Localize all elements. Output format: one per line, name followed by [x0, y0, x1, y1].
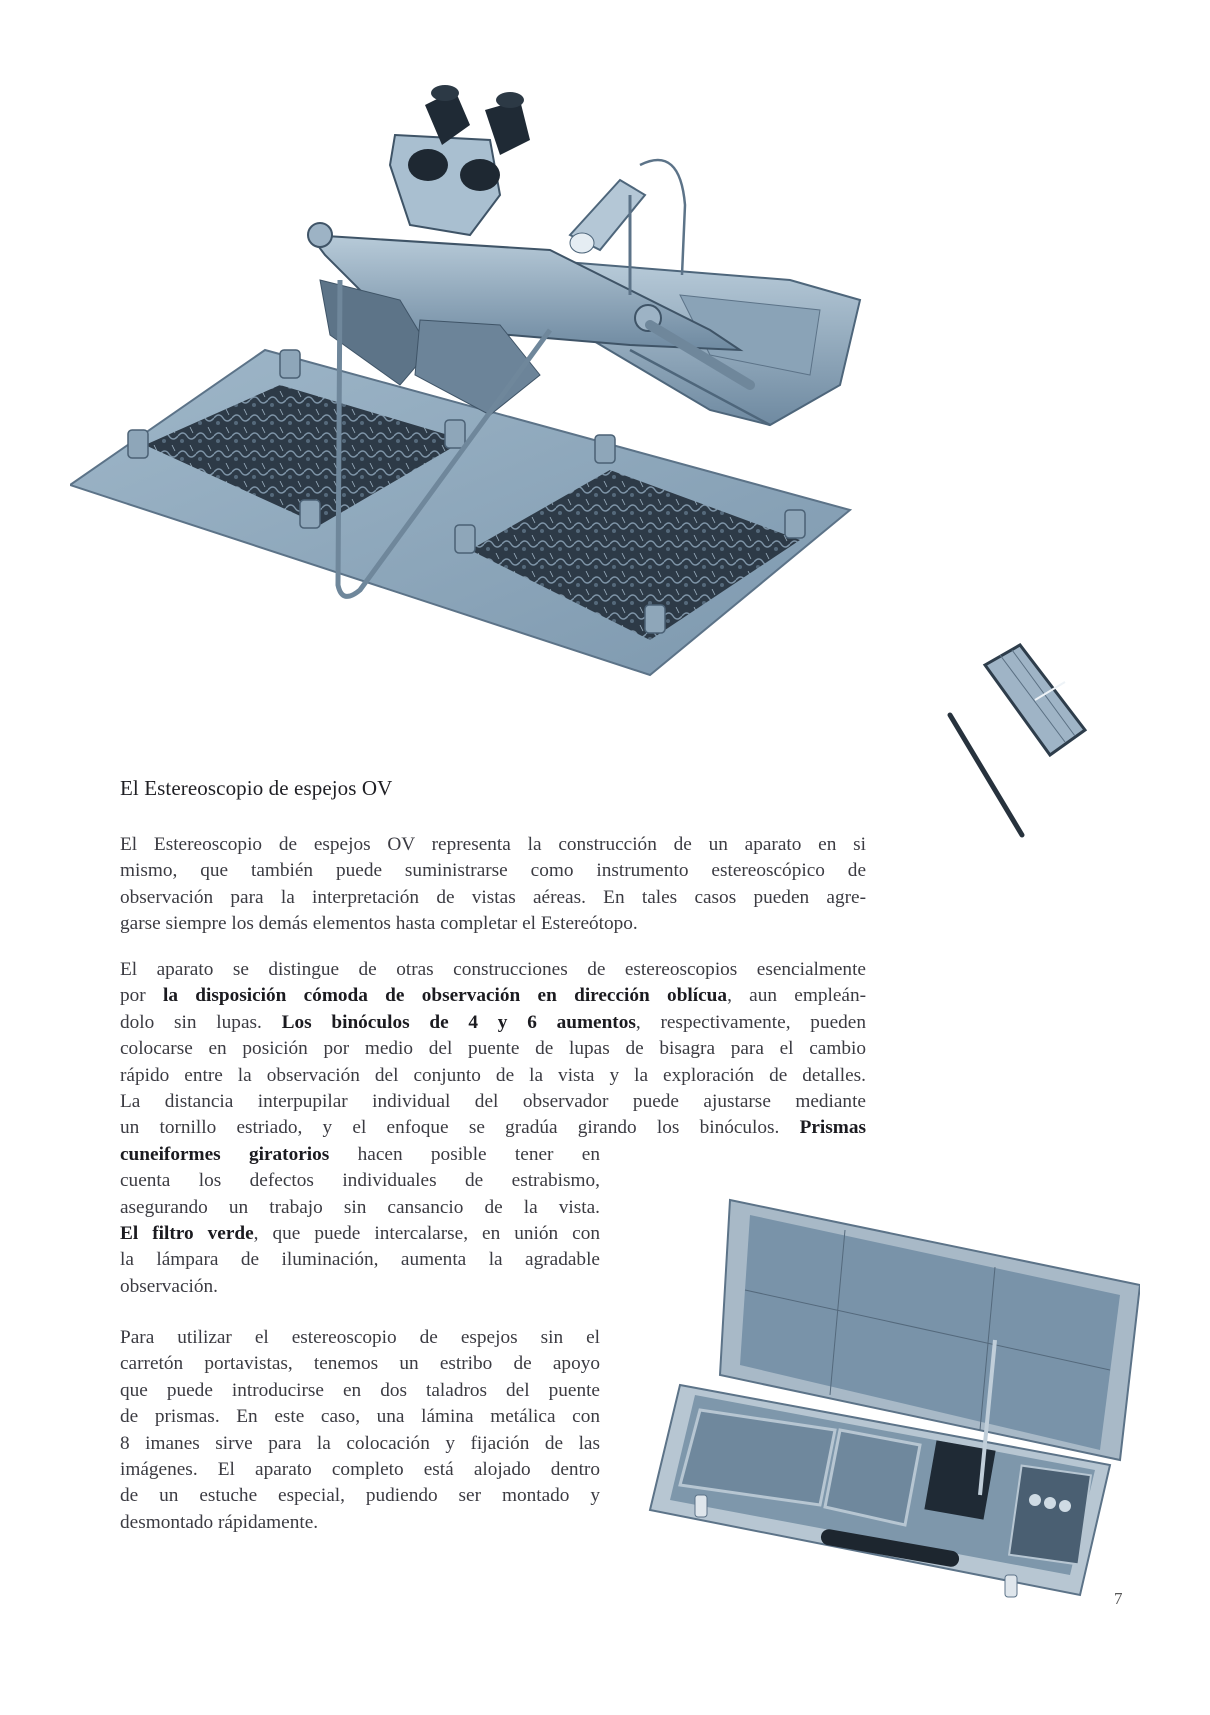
text-line: por la disposición cómoda de observación en dirección oblícua, aun empleán-: [120, 985, 867, 1007]
text-line: de prismas. En este caso, una lámina metálica con: [120, 1406, 600, 1428]
parallax-bar-photo: [940, 640, 1140, 840]
text-line: un tornillo estriado, y el enfoque se gradúa girando los binóculos. Prismas: [120, 1117, 866, 1139]
text-line: dolo sin lupas. Los binóculos de 4 y 6 aumentos, respectivamente, pueden: [120, 1011, 866, 1033]
paragraph-features: [120, 957, 866, 1300]
paragraph-intro: [120, 832, 866, 938]
text-line: La distancia interpupilar individual del observador puede ajustarse mediante: [120, 1091, 866, 1113]
text-line: carretón portavistas, tenemos un estribo de apoyo: [120, 1353, 600, 1375]
text-line: asegurando un trabajo sin cansancio de la vista.: [120, 1196, 600, 1218]
text-line: 8 imanes sirve para la colocación y fijación de las: [120, 1432, 600, 1454]
binoculars: [390, 85, 530, 235]
text-line: desmontado rápidamente.: [120, 1511, 319, 1533]
text-line: observación.: [120, 1275, 218, 1297]
text-line: cuenta los defectos individuales de estrabismo,: [120, 1170, 600, 1192]
emphasis-text: El filtro verde: [120, 1223, 254, 1245]
text-line: la lámpara de iluminación, aumenta la agradable: [120, 1249, 600, 1271]
pencil: [950, 715, 1022, 835]
text-line: de un estuche especial, pudiendo ser montado y: [120, 1485, 600, 1507]
text-line: colocarse en posición por medio del puente de lupas de bisagra para el cambio: [120, 1038, 866, 1060]
text-line: El Estereoscopio de espejos OV representa la construcción de un aparato en si: [120, 834, 866, 855]
text-line: El aparato se distingue de otras construcciones de estereoscopios esencialmente: [120, 959, 866, 980]
emphasis-text: Los binóculos de 4 y 6 aumentos: [281, 1011, 636, 1033]
text-line: que puede introducirse en dos taladros del puente: [120, 1379, 600, 1401]
stereoscope-photo: [70, 85, 950, 745]
text-line: garse siempre los demás elementos hasta completar el Estereótopo.: [120, 913, 638, 935]
emphasis-text: cuneiformes giratorios: [120, 1143, 330, 1165]
text-line: mismo, que también puede suministrarse como instrumento estereoscópico de: [120, 860, 866, 882]
paragraph-usage: [120, 1325, 600, 1536]
text-line: imágenes. El aparato completo está alojado dentro: [120, 1459, 600, 1481]
page-number: 7: [1114, 1589, 1123, 1608]
text-line: El filtro verde, que puede intercalarse, en unión con: [120, 1223, 600, 1245]
section-heading: El Estereoscopio de espejos OV: [120, 776, 393, 800]
text-line: rápido entre la observación del conjunto de la vista y la exploración de detalles.: [120, 1064, 866, 1086]
text-line: Para utilizar el estereoscopio de espejos sin el: [120, 1327, 600, 1348]
emphasis-text: Prismas: [799, 1117, 866, 1139]
text-line: observación para la interpretación de vistas aéreas. En tales casos pueden agre-: [120, 886, 866, 908]
emphasis-text: la disposición cómoda de observación en dirección oblícua: [162, 985, 728, 1007]
text-line: cuneiformes giratorios hacen posible tener en: [120, 1143, 600, 1165]
